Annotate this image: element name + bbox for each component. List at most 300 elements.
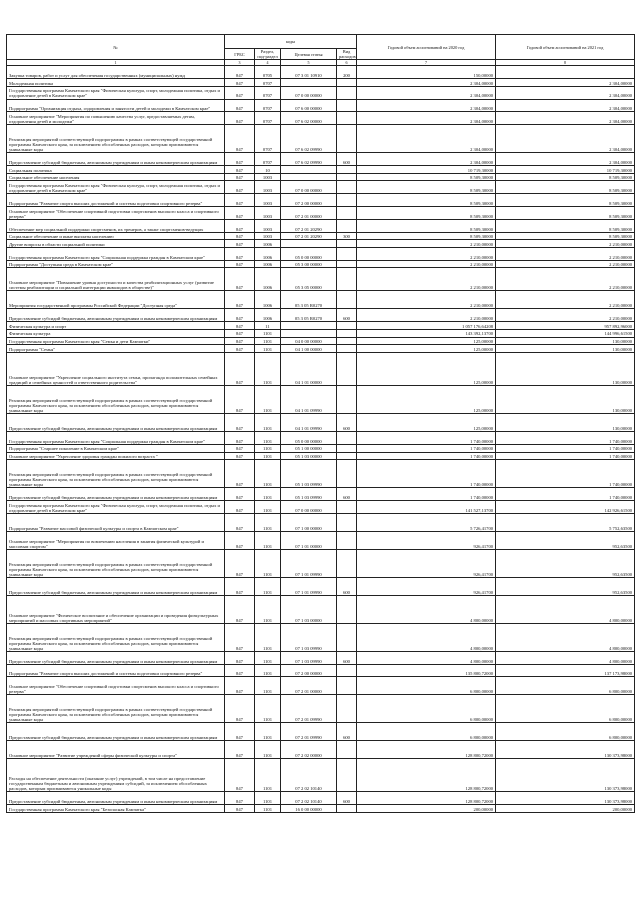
row-amount-2020: 125,00000 (357, 386, 496, 414)
table-row (7, 414, 635, 432)
row-target-article: 05 3 05 00000 (281, 268, 337, 291)
row-expense-type (337, 452, 357, 460)
row-grbs: 847 (225, 345, 255, 353)
row-razdel: 1101 (255, 460, 281, 488)
table-row (7, 623, 635, 651)
row-target-article: 07 1 03 09990 (281, 623, 337, 651)
row-amount-2020: 2 304,00000 (357, 79, 496, 87)
row-name: Реализация мероприятий соответствующей подпрограммы в рамках соответствующей государственной программы Камчатского края, за исключением обособленных расходов, которым присваиваются уникальные коды (7, 549, 225, 577)
row-expense-type (337, 695, 357, 723)
row-razdel: 1101 (255, 444, 281, 452)
row-target-article: 05 3 05 R0270 (281, 309, 337, 322)
row-amount-2021: 2 304,00000 (496, 86, 635, 99)
table-row (7, 677, 635, 695)
table-row (7, 577, 635, 595)
table-row (7, 695, 635, 723)
row-target-article: 05 1 03 09990 (281, 488, 337, 501)
row-grbs: 847 (225, 723, 255, 741)
column-index: 6 (337, 60, 357, 66)
row-expense-type (337, 268, 357, 291)
table-row (7, 759, 635, 792)
row-grbs: 847 (225, 125, 255, 153)
row-target-article: 07 1 01 09990 (281, 549, 337, 577)
row-grbs: 847 (225, 153, 255, 166)
table-row (7, 112, 635, 125)
row-expense-type (337, 260, 357, 268)
row-grbs: 847 (225, 66, 255, 79)
row-razdel: 1003 (255, 207, 281, 220)
row-amount-2021: 137 173,98000 (496, 664, 635, 677)
row-razdel: 1101 (255, 337, 281, 345)
row-target-article (281, 329, 337, 337)
row-amount-2021: 8 509,30000 (496, 232, 635, 240)
row-name: Другие вопросы в области социальной политики (7, 240, 225, 248)
row-amount-2020: 128 800,72000 (357, 741, 496, 759)
row-amount-2020: 2 210,00000 (357, 240, 496, 248)
row-amount-2020: 2 210,00000 (357, 291, 496, 309)
row-target-article: 07 2 01 09990 (281, 723, 337, 741)
row-target-article: 07 0 00 00000 (281, 181, 337, 194)
row-razdel: 0707 (255, 99, 281, 112)
row-amount-2020: 8 509,30000 (357, 173, 496, 181)
col-header-num: № (7, 35, 225, 60)
row-expense-type (337, 86, 357, 99)
row-amount-2021: 1 740,00000 (496, 460, 635, 488)
row-amount-2020: 2 304,00000 (357, 112, 496, 125)
row-amount-2020: 2 304,00000 (357, 99, 496, 112)
row-target-article: 07 1 01 09990 (281, 577, 337, 595)
row-amount-2020: 6 800,00000 (357, 677, 496, 695)
row-amount-2020: 8 509,30000 (357, 207, 496, 220)
table-row (7, 79, 635, 87)
row-expense-type (337, 79, 357, 87)
header-row (7, 35, 635, 49)
table-row (7, 322, 635, 330)
row-name: Основное мероприятие "Укрепление здоровья граждан пожилого возраста " (7, 452, 225, 460)
row-expense-type (337, 345, 357, 353)
row-expense-type (337, 805, 357, 813)
row-name: Государственная программа Камчатского края "Физическая культура, спорт, молодежная политика, отдых и оздоровление детей в Камчатском крае" (7, 86, 225, 99)
col-header-2020: Годовой объем ассигнований на 2020 год (357, 35, 496, 60)
row-expense-type: 300 (337, 232, 357, 240)
row-razdel: 1006 (255, 268, 281, 291)
row-amount-2021: 130,00000 (496, 352, 635, 385)
row-razdel: 1006 (255, 291, 281, 309)
row-razdel: 1006 (255, 309, 281, 322)
row-amount-2021: 130 373,98000 (496, 792, 635, 805)
row-expense-type: 600 (337, 488, 357, 501)
row-amount-2021: 130,00000 (496, 414, 635, 432)
row-target-article: 05 0 00 00000 (281, 247, 337, 260)
row-name: Основное мероприятие "Укрепление социального института семьи, пропаганда положительных семейных традиций и семейных ценностей и ответственного родительства" (7, 352, 225, 385)
table-row (7, 651, 635, 664)
row-amount-2021: 1 740,00000 (496, 444, 635, 452)
row-name: Предоставление субсидий бюджетным, автономным учреждениям и иным некоммерческим организациям (7, 651, 225, 664)
row-amount-2021: 8 509,30000 (496, 173, 635, 181)
row-name: Государственная программа Камчатского края "Семья и дети Камчатки" (7, 337, 225, 345)
row-grbs: 847 (225, 99, 255, 112)
table-row (7, 549, 635, 577)
row-grbs: 847 (225, 677, 255, 695)
row-expense-type (337, 322, 357, 330)
row-grbs: 847 (225, 79, 255, 87)
row-expense-type (337, 207, 357, 220)
table-row (7, 329, 635, 337)
row-grbs: 847 (225, 232, 255, 240)
row-name: Предоставление субсидий бюджетным, автономным учреждениям и иным некоммерческим организациям (7, 414, 225, 432)
table-row (7, 260, 635, 268)
row-grbs: 847 (225, 268, 255, 291)
row-razdel: 1101 (255, 501, 281, 514)
row-expense-type (337, 291, 357, 309)
row-amount-2021: 2 210,00000 (496, 247, 635, 260)
row-grbs: 847 (225, 112, 255, 125)
row-razdel: 1006 (255, 247, 281, 260)
row-amount-2020: 1 740,00000 (357, 460, 496, 488)
row-razdel: 1101 (255, 595, 281, 623)
row-razdel: 1101 (255, 452, 281, 460)
row-amount-2021: 8 509,30000 (496, 181, 635, 194)
row-target-article: 07 2 02 10140 (281, 759, 337, 792)
budget-table-body (7, 66, 635, 813)
row-target-article (281, 173, 337, 181)
row-razdel: 1101 (255, 677, 281, 695)
row-expense-type: 200 (337, 66, 357, 79)
row-target-article (281, 166, 337, 174)
row-amount-2020: 5 726,41700 (357, 513, 496, 531)
row-name: Социальное обеспечение населения (7, 173, 225, 181)
row-razdel: 1003 (255, 173, 281, 181)
row-razdel: 1101 (255, 695, 281, 723)
row-expense-type (337, 329, 357, 337)
row-expense-type: 600 (337, 651, 357, 664)
row-name: Физическая культура и спорт (7, 322, 225, 330)
row-amount-2020: 125,00000 (357, 414, 496, 432)
row-razdel: 1101 (255, 741, 281, 759)
column-index: 1 (7, 60, 225, 66)
row-expense-type (337, 125, 357, 153)
row-amount-2020: 8 509,30000 (357, 232, 496, 240)
row-grbs: 847 (225, 531, 255, 549)
row-target-article: 07 6 02 09990 (281, 125, 337, 153)
row-name: Предоставление субсидий бюджетным, автономным учреждениям и иным некоммерческим организациям (7, 723, 225, 741)
row-name: Предоставление субсидий бюджетным, автономным учреждениям и иным некоммерческим организациям (7, 309, 225, 322)
row-amount-2020: 926,41700 (357, 531, 496, 549)
row-name: Подпрограмма "Развитие спорта высших достижений и системы подготовки спортивного резерва" (7, 194, 225, 207)
row-expense-type (337, 386, 357, 414)
table-row (7, 460, 635, 488)
row-amount-2020: 1 057 176,64208 (357, 322, 496, 330)
row-amount-2021 (496, 66, 635, 79)
row-grbs: 847 (225, 432, 255, 445)
col-header-codes: коды (225, 35, 357, 49)
row-grbs: 847 (225, 695, 255, 723)
row-grbs: 847 (225, 386, 255, 414)
row-razdel: 1101 (255, 623, 281, 651)
row-razdel: 1101 (255, 792, 281, 805)
row-amount-2021: 2 210,00000 (496, 260, 635, 268)
row-grbs: 847 (225, 247, 255, 260)
row-razdel: 1101 (255, 352, 281, 385)
row-grbs: 847 (225, 741, 255, 759)
row-name: Мероприятия государственной программы Российской Федерации "Доступная среда" (7, 291, 225, 309)
row-grbs: 847 (225, 577, 255, 595)
row-amount-2021: 8 509,30000 (496, 219, 635, 232)
row-expense-type: 600 (337, 792, 357, 805)
row-amount-2020: 143 392,13700 (357, 329, 496, 337)
row-amount-2020: 926,41700 (357, 577, 496, 595)
row-name: Подпрограмма "Семья" (7, 345, 225, 353)
row-grbs: 847 (225, 549, 255, 577)
row-amount-2021: 2 304,00000 (496, 112, 635, 125)
row-amount-2021: 130 373,98000 (496, 759, 635, 792)
row-grbs: 847 (225, 452, 255, 460)
row-expense-type (337, 741, 357, 759)
budget-table (6, 34, 635, 813)
row-grbs: 847 (225, 86, 255, 99)
row-expense-type (337, 181, 357, 194)
row-razdel: 0707 (255, 86, 281, 99)
row-amount-2020: 1 740,00000 (357, 488, 496, 501)
row-amount-2020: 2 304,00000 (357, 86, 496, 99)
row-grbs: 847 (225, 322, 255, 330)
row-amount-2020: 125,00000 (357, 345, 496, 353)
table-row (7, 432, 635, 445)
row-name: Реализация мероприятий соответствующей подпрограммы в рамках соответствующей государственной программы Камчатского края, за исключением обособленных расходов, которым присваиваются уникальные коды (7, 460, 225, 488)
row-amount-2020: 6 800,00000 (357, 723, 496, 741)
row-expense-type (337, 173, 357, 181)
row-razdel: 1101 (255, 577, 281, 595)
row-amount-2021: 957 892,96000 (496, 322, 635, 330)
row-amount-2021: 2 304,00000 (496, 125, 635, 153)
row-target-article: 07 2 01 20290 (281, 219, 337, 232)
row-name: Предоставление субсидий бюджетным, автономным учреждениям и иным некоммерческим организациям (7, 577, 225, 595)
row-grbs: 847 (225, 219, 255, 232)
row-target-article: 07 1 00 00000 (281, 513, 337, 531)
row-name: Молодежная политика (7, 79, 225, 87)
budget-table-sheet (6, 34, 634, 813)
row-expense-type (337, 99, 357, 112)
row-amount-2021: 5 752,63500 (496, 513, 635, 531)
table-row (7, 232, 635, 240)
row-target-article: 07 6 02 09990 (281, 153, 337, 166)
table-row (7, 219, 635, 232)
row-name: Реализация мероприятий соответствующей подпрограммы в рамках соответствующей государственной программы Камчатского края, за исключением обособленных расходов, которым присваиваются уникальные коды (7, 125, 225, 153)
row-razdel: 1101 (255, 386, 281, 414)
row-expense-type (337, 460, 357, 488)
row-name: Расходы на обеспечение деятельности (оказание услуг) учреждений, в том числе на предоставление государственным бюджетным и автономным учреждениям субсидий, за исключением обособленных расходов, которым присваиваются уникальные коды (7, 759, 225, 792)
row-grbs: 847 (225, 414, 255, 432)
row-grbs: 847 (225, 488, 255, 501)
row-expense-type: 600 (337, 723, 357, 741)
table-row (7, 66, 635, 79)
row-name: Основное мероприятие "Обеспечение спортивной подготовки спортсменов высокого класса и спортивного резерва" (7, 677, 225, 695)
row-expense-type (337, 549, 357, 577)
row-amount-2021: 2 304,00000 (496, 79, 635, 87)
row-razdel: 0707 (255, 153, 281, 166)
row-grbs: 847 (225, 651, 255, 664)
row-target-article: 07 2 01 00000 (281, 207, 337, 220)
row-target-article: 04 1 01 00000 (281, 352, 337, 385)
row-amount-2020: 150,00000 (357, 66, 496, 79)
row-expense-type (337, 219, 357, 232)
table-row (7, 805, 635, 813)
row-razdel: 0705 (255, 66, 281, 79)
row-amount-2021: 130 373,98000 (496, 741, 635, 759)
row-grbs: 847 (225, 194, 255, 207)
row-target-article: 04 1 01 09990 (281, 414, 337, 432)
row-target-article: 07 2 01 20290 (281, 232, 337, 240)
row-razdel: 1003 (255, 194, 281, 207)
table-row (7, 153, 635, 166)
row-grbs: 847 (225, 291, 255, 309)
row-razdel: 1101 (255, 432, 281, 445)
table-row (7, 268, 635, 291)
row-target-article: 07 0 00 00000 (281, 501, 337, 514)
row-name: Основное мероприятие "Развитие учреждений сферы физической культуры и спорта" (7, 741, 225, 759)
row-razdel: 1101 (255, 531, 281, 549)
column-index: 7 (357, 60, 496, 66)
col-header-2021: Годовой объем ассигнований на 2021 год (496, 35, 635, 60)
row-amount-2021: 142 926,61500 (496, 501, 635, 514)
row-amount-2021: 8 509,30000 (496, 194, 635, 207)
table-row (7, 291, 635, 309)
table-row (7, 240, 635, 248)
row-razdel: 1101 (255, 664, 281, 677)
row-name: Обеспечение мер социальной поддержки спортсменов, их тренеров, а также спортсменов-ведущих (7, 219, 225, 232)
row-razdel: 1101 (255, 513, 281, 531)
row-amount-2020: 8 509,30000 (357, 181, 496, 194)
row-amount-2020: 2 210,00000 (357, 309, 496, 322)
row-amount-2020: 4 800,00000 (357, 595, 496, 623)
row-amount-2020: 8 509,30000 (357, 219, 496, 232)
row-razdel: 1101 (255, 488, 281, 501)
row-expense-type (337, 501, 357, 514)
table-row (7, 345, 635, 353)
row-name: Закупка товаров, работ и услуг для обеспечения государственных (муниципальных) нужд (7, 66, 225, 79)
row-grbs: 847 (225, 501, 255, 514)
column-index: 8 (496, 60, 635, 66)
row-razdel: 1101 (255, 759, 281, 792)
row-amount-2020: 10 719,30000 (357, 166, 496, 174)
row-razdel: 1101 (255, 651, 281, 664)
row-grbs: 847 (225, 595, 255, 623)
table-row (7, 595, 635, 623)
row-amount-2020: 135 800,72000 (357, 664, 496, 677)
row-name: Предоставление субсидий бюджетным, автономным учреждениям и иным некоммерческим организациям (7, 153, 225, 166)
column-index: 5 (281, 60, 337, 66)
row-name: Основное мероприятие "Мероприятия по вовлечению населения в занятия физической культурой и массовым спортом" (7, 531, 225, 549)
col-header-vid: Вид расходов (337, 49, 357, 60)
row-expense-type (337, 444, 357, 452)
row-target-article: 04 1 00 00000 (281, 345, 337, 353)
row-target-article: 07 1 03 00000 (281, 595, 337, 623)
row-amount-2021: 2 210,00000 (496, 291, 635, 309)
row-grbs: 847 (225, 792, 255, 805)
row-amount-2021: 4 800,00000 (496, 595, 635, 623)
row-target-article: 07 3 01 10910 (281, 66, 337, 79)
row-amount-2020: 1 740,00000 (357, 452, 496, 460)
row-target-article: 07 2 01 00000 (281, 677, 337, 695)
row-name: Государственная программа Камчатского края "Социальная поддержка граждан в Камчатском крае" (7, 432, 225, 445)
row-target-article: 16 0 00 00000 (281, 805, 337, 813)
row-target-article: 05 3 00 00000 (281, 260, 337, 268)
row-amount-2021: 2 210,00000 (496, 240, 635, 248)
row-razdel: 1006 (255, 260, 281, 268)
row-razdel: 1003 (255, 232, 281, 240)
row-razdel: 1101 (255, 723, 281, 741)
row-amount-2021: 130,00000 (496, 337, 635, 345)
row-grbs: 847 (225, 759, 255, 792)
row-amount-2020: 6 800,00000 (357, 695, 496, 723)
row-grbs: 847 (225, 444, 255, 452)
row-name: Предоставление субсидий бюджетным, автономным учреждениям и иным некоммерческим организациям (7, 792, 225, 805)
row-expense-type (337, 759, 357, 792)
row-name: Социальное обеспечение и иные выплаты населению (7, 232, 225, 240)
row-expense-type (337, 240, 357, 248)
row-amount-2021: 130,00000 (496, 386, 635, 414)
row-amount-2020: 1 740,00000 (357, 432, 496, 445)
row-grbs: 847 (225, 173, 255, 181)
row-expense-type (337, 194, 357, 207)
row-amount-2021: 8 509,30000 (496, 207, 635, 220)
table-row (7, 513, 635, 531)
row-expense-type (337, 623, 357, 651)
row-razdel: 0707 (255, 125, 281, 153)
row-target-article: 05 0 00 00000 (281, 432, 337, 445)
row-amount-2021: 1 740,00000 (496, 488, 635, 501)
row-grbs: 847 (225, 166, 255, 174)
row-amount-2020: 2 304,00000 (357, 153, 496, 166)
table-row (7, 352, 635, 385)
row-amount-2021: 6 800,00000 (496, 695, 635, 723)
row-grbs: 847 (225, 337, 255, 345)
row-razdel: 1101 (255, 805, 281, 813)
row-grbs: 847 (225, 460, 255, 488)
table-row (7, 664, 635, 677)
row-amount-2020: 2 304,00000 (357, 125, 496, 153)
column-index: 3 (225, 60, 255, 66)
row-name: Государственная программа Камчатского края "Социальная поддержка граждан в Камчатском крае" (7, 247, 225, 260)
row-target-article: 07 1 03 09990 (281, 651, 337, 664)
row-razdel: 0707 (255, 112, 281, 125)
row-target-article: 07 2 00 00000 (281, 664, 337, 677)
row-grbs: 847 (225, 513, 255, 531)
table-row (7, 531, 635, 549)
row-expense-type (337, 352, 357, 385)
row-expense-type (337, 595, 357, 623)
row-amount-2021: 1 740,00000 (496, 432, 635, 445)
row-name: Подпрограмма "Развитие массовой физической культуры и спорта в Камчатском крае" (7, 513, 225, 531)
row-expense-type (337, 513, 357, 531)
table-row (7, 444, 635, 452)
row-expense-type (337, 247, 357, 260)
row-target-article: 05 3 05 R0270 (281, 291, 337, 309)
table-row (7, 99, 635, 112)
row-grbs: 847 (225, 623, 255, 651)
row-name: Подпрограмма "Организация отдыха, оздоровления и занятости детей и молодежи в Камчатском крае" (7, 99, 225, 112)
table-row (7, 488, 635, 501)
row-name: Подпрограмма "Развитие спорта высших достижений и системы подготовки спортивного резерва" (7, 664, 225, 677)
row-amount-2021: 2 304,00000 (496, 153, 635, 166)
row-amount-2020: 2 210,00000 (357, 268, 496, 291)
row-amount-2020: 926,41700 (357, 549, 496, 577)
row-amount-2020: 125,00000 (357, 337, 496, 345)
table-row (7, 207, 635, 220)
row-target-article: 07 2 02 00000 (281, 741, 337, 759)
row-razdel: 1003 (255, 181, 281, 194)
table-row (7, 125, 635, 153)
